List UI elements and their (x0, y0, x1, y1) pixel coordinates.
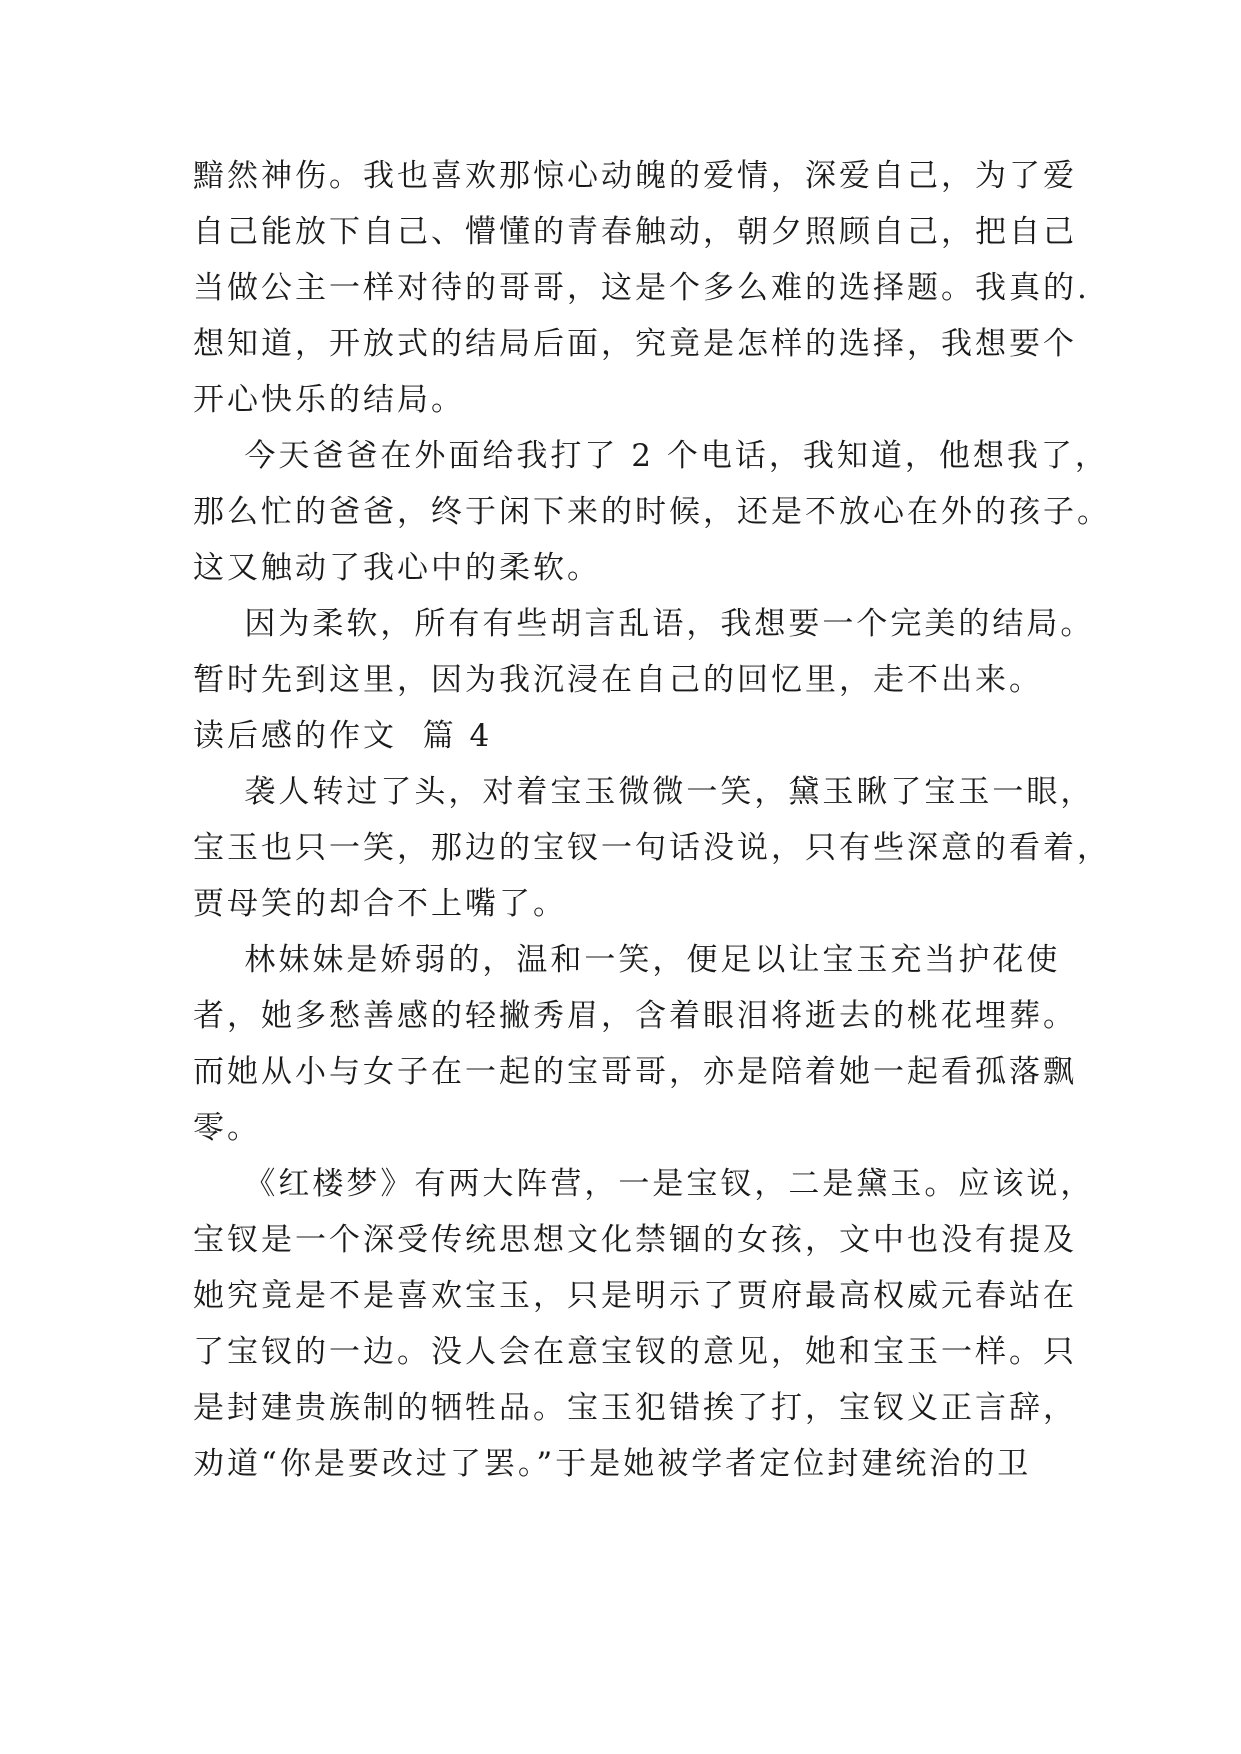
text-line: 想知道，开放式的结局后面，究竟是怎样的选择，我想要个 (193, 326, 1077, 362)
text-line: 宝钗是一个深受传统思想文化禁锢的女孩，文中也没有提及 (193, 1222, 1077, 1258)
text-line: 《红楼梦》有两大阵营，一是宝钗，二是黛玉。应该说， (193, 1166, 1095, 1202)
text-line: 宝玉也只一笑，那边的宝钗一句话没说，只有些深意的看着， (193, 830, 1111, 866)
text-line: 袭人转过了头，对着宝玉微微一笑，黛玉瞅了宝玉一眼， (193, 774, 1095, 810)
text-line: 她究竟是不是喜欢宝玉，只是明示了贾府最高权威元春站在 (193, 1278, 1077, 1314)
text-line: 这又触动了我心中的柔软。 (193, 550, 601, 586)
text-line: 开心快乐的结局。 (193, 382, 465, 418)
text-line: 了宝钗的一边。没人会在意宝钗的意见，她和宝玉一样。只 (193, 1334, 1077, 1370)
text-line: 自己能放下自己、懵懂的青春触动，朝夕照顾自己，把自己 (193, 214, 1077, 250)
text-line: 贾母笑的却合不上嘴了。 (193, 886, 567, 922)
text-line: 今天爸爸在外面给我打了 2 个电话，我知道，他想我了， (193, 438, 1109, 474)
text-line: 而她从小与女子在一起的宝哥哥，亦是陪着她一起看孤落飘 (193, 1054, 1077, 1090)
text-line: 暂时先到这里，因为我沉浸在自己的回忆里，走不出来。 (193, 662, 1043, 698)
text-line: 劝道“你是要改过了罢。”于是她被学者定位封建统治的卫 (193, 1446, 1032, 1482)
document-body (193, 148, 1111, 1492)
text-line: 黯然神伤。我也喜欢那惊心动魄的爱情，深爱自己，为了爱 (193, 158, 1077, 194)
text-line: 那么忙的爸爸，终于闲下来的时候，还是不放心在外的孩子。 (193, 494, 1111, 530)
text-line: 是封建贵族制的牺牲品。宝玉犯错挨了打，宝钗义正言辞， (193, 1390, 1077, 1426)
section-heading: 读后感的作文 篇 4 (193, 718, 493, 754)
text-line: 因为柔软，所有有些胡言乱语，我想要一个完美的结局。 (193, 606, 1095, 642)
text-line: 林妹妹是娇弱的，温和一笑，便足以让宝玉充当护花使 (193, 942, 1061, 978)
text-line: 当做公主一样对待的哥哥，这是个多么难的选择题。我真的. (193, 270, 1090, 306)
text-line: 零。 (193, 1110, 261, 1146)
text-line: 者，她多愁善感的轻撇秀眉，含着眼泪将逝去的桃花埋葬。 (193, 998, 1077, 1034)
